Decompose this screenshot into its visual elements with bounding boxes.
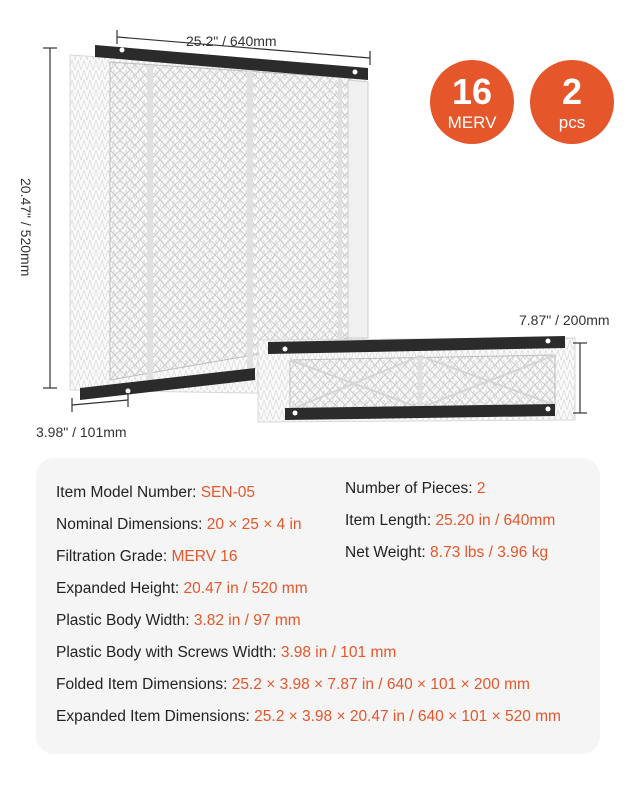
spec-expanded-height: Expanded Height: 20.47 in / 520 mm: [56, 580, 308, 597]
width-label: 25.2" / 640mm: [186, 33, 277, 49]
pieces-value: 2: [561, 71, 583, 112]
spec-model-number: Item Model Number: SEN-05: [56, 484, 255, 501]
spec-card: [36, 458, 600, 754]
pieces-badge: [530, 60, 614, 144]
spec-net-weight: Net Weight: 8.73 lbs / 3.96 kg: [345, 544, 549, 561]
spec-folded-dimensions: Folded Item Dimensions: 25.2 × 3.98 × 7.87 in / 640 × 101 × 200 mm: [56, 676, 530, 693]
spec-nominal-dimensions: Nominal Dimensions: 20 × 25 × 4 in: [56, 516, 302, 533]
spec-plastic-body-width: Plastic Body Width: 3.82 in / 97 mm: [56, 612, 301, 629]
spec-item-length: Item Length: 25.20 in / 640mm: [345, 512, 556, 529]
pieces-label: pcs: [558, 113, 586, 132]
merv-label: MERV: [447, 113, 497, 132]
spec-number-of-pieces: Number of Pieces: 2: [345, 480, 486, 497]
merv-badge: [430, 60, 514, 144]
spec-plastic-body-screws-width: Plastic Body with Screws Width: 3.98 in / 101 mm: [56, 644, 397, 661]
height-label: 20.47" / 520mm: [18, 178, 34, 277]
folded-height-label: 7.87" / 200mm: [519, 312, 610, 328]
spec-expanded-dimensions: Expanded Item Dimensions: 25.2 × 3.98 × 20.47 in / 640 × 101 × 520 mm: [56, 708, 561, 725]
small-filter: [258, 336, 575, 422]
depth-label: 3.98" / 101mm: [36, 424, 127, 440]
merv-value: 16: [451, 71, 493, 112]
spec-filtration-grade: Filtration Grade: MERV 16: [56, 548, 238, 565]
height-dimension-line: [43, 48, 57, 388]
